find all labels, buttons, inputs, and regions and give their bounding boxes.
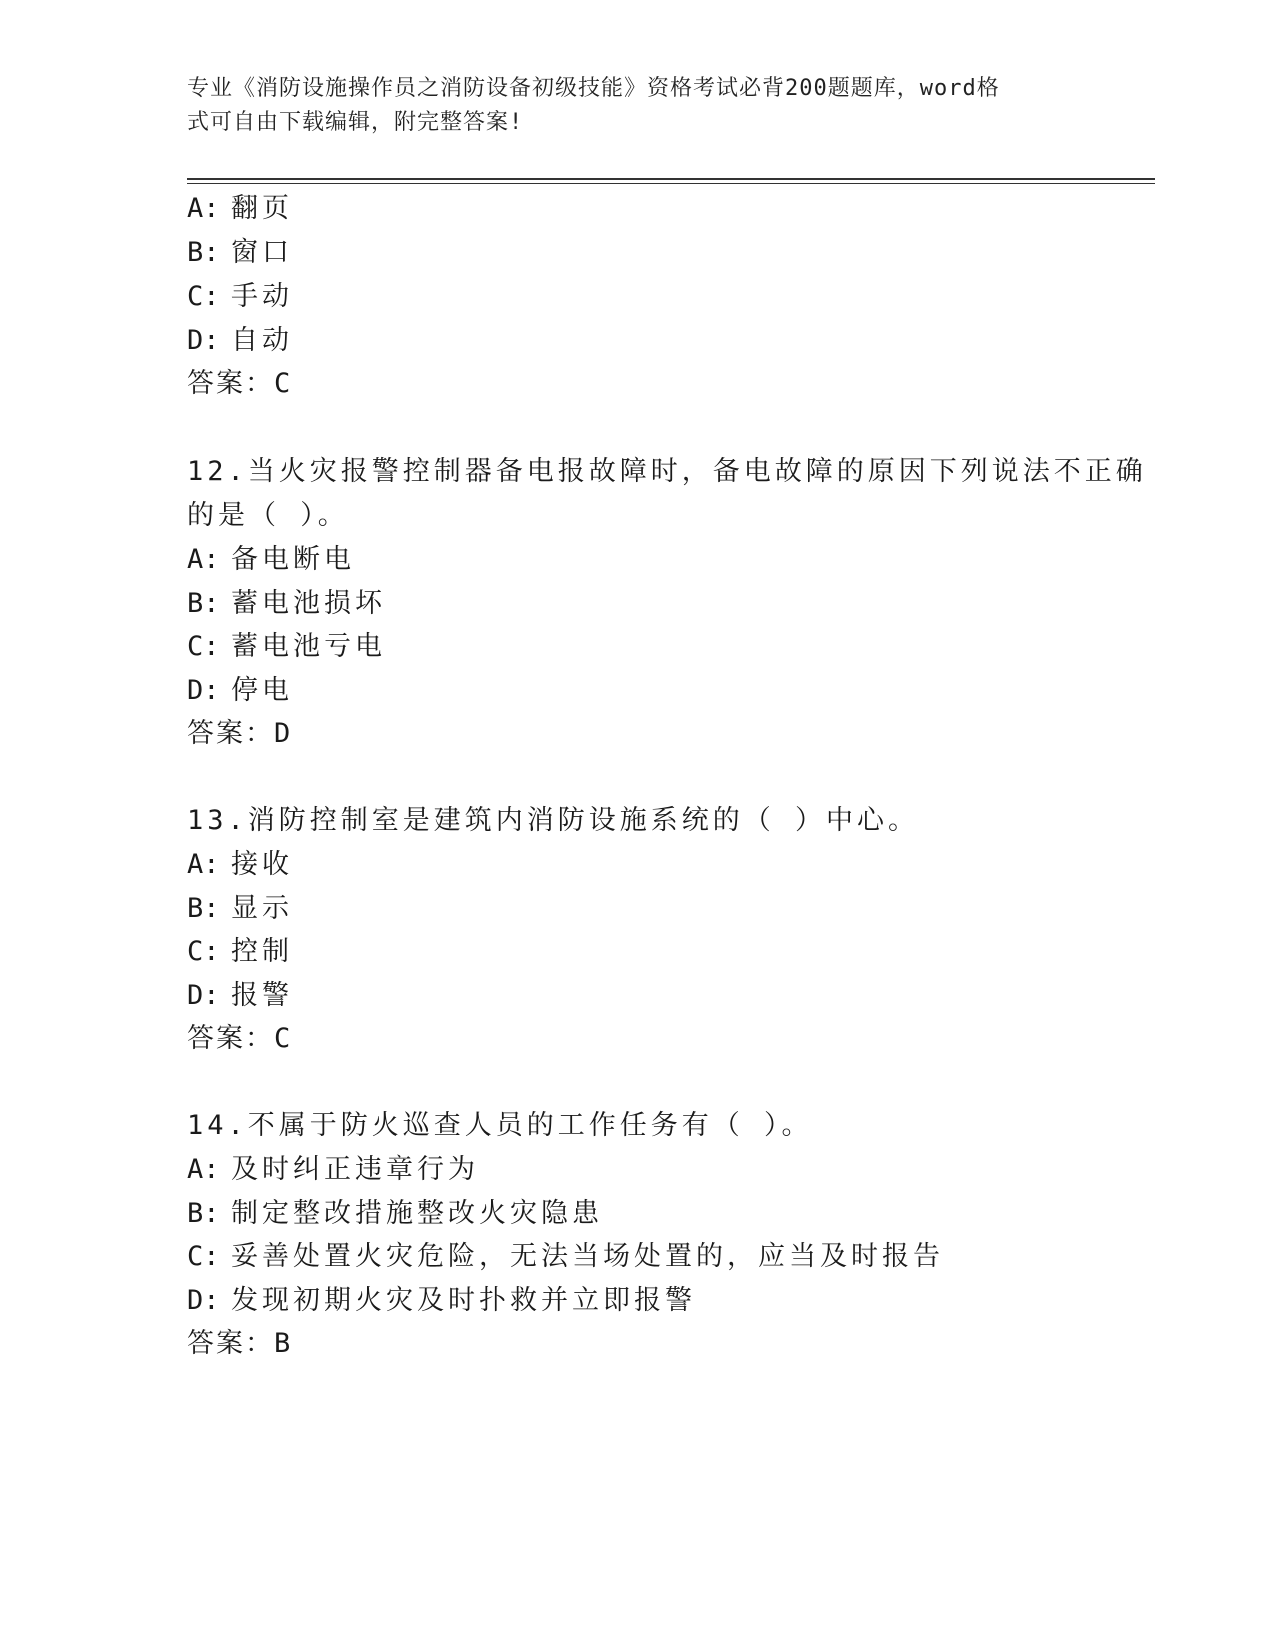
q12-option-d: [187, 671, 293, 711]
option-key: D:: [187, 1285, 220, 1316]
option-text: 蓄电池损坏: [231, 588, 386, 619]
option-text: 自动: [231, 325, 293, 356]
option-text: 报警: [231, 980, 293, 1011]
option-key: D:: [187, 980, 220, 1011]
option-text: 接收: [231, 849, 293, 880]
q12-stem-line-2: 的是（ ）。: [187, 500, 349, 531]
option-key: A:: [187, 849, 220, 880]
header-divider-thin: [187, 183, 1155, 184]
q11-option-b: [187, 233, 293, 273]
option-key: A:: [187, 544, 220, 575]
option-key: C:: [187, 631, 220, 662]
q11-option-a: [187, 189, 293, 229]
option-text: 停电: [231, 675, 293, 706]
option-key: C:: [187, 1241, 220, 1272]
option-key: D:: [187, 325, 220, 356]
option-text: 制定整改措施整改火灾隐患: [231, 1198, 603, 1229]
option-text: 翻页: [231, 193, 293, 224]
option-key: D:: [187, 675, 220, 706]
q11-option-c: [187, 277, 293, 317]
header-divider-thick: [187, 178, 1155, 180]
q14-stem-line-1: 14.不属于防火巡查人员的工作任务有（ ）。: [187, 1110, 813, 1141]
option-key: A:: [187, 1154, 220, 1185]
option-text: 显示: [231, 893, 293, 924]
q14-option-c: [187, 1237, 944, 1277]
option-text: 控制: [231, 936, 293, 967]
q12-option-b: [187, 584, 386, 624]
q13-answer: 答案：C: [187, 1023, 293, 1054]
option-text: 手动: [231, 281, 293, 312]
q14-answer: 答案：B: [187, 1328, 293, 1359]
q14-option-d: [187, 1281, 696, 1321]
option-key: C:: [187, 281, 220, 312]
option-text: 蓄电池亏电: [231, 631, 386, 662]
option-text: 备电断电: [231, 544, 355, 575]
q12-answer: 答案：D: [187, 718, 293, 749]
q13-option-d: [187, 976, 293, 1016]
option-key: B:: [187, 1198, 220, 1229]
q13-option-c: [187, 932, 293, 972]
option-key: C:: [187, 936, 220, 967]
q12-option-a: [187, 540, 355, 580]
option-text: 窗口: [231, 237, 293, 268]
q12-option-c: [187, 627, 386, 667]
option-key: B:: [187, 893, 220, 924]
header-line-2: 式可自由下载编辑，附完整答案!: [187, 110, 524, 135]
q14-option-b: [187, 1194, 603, 1234]
option-key: B:: [187, 588, 220, 619]
q13-option-b: [187, 889, 293, 929]
q11-option-d: [187, 321, 293, 361]
q11-answer: 答案：C: [187, 368, 293, 399]
q12-stem-line-1: 12.当火灾报警控制器备电报故障时，备电故障的原因下列说法不正确: [187, 456, 1147, 487]
option-key: A:: [187, 193, 220, 224]
q13-option-a: [187, 845, 293, 885]
option-text: 发现初期火灾及时扑救并立即报警: [231, 1285, 696, 1316]
document-header: [187, 72, 1067, 140]
option-text: 妥善处置火灾危险，无法当场处置的，应当及时报告: [231, 1241, 944, 1272]
option-key: B:: [187, 237, 220, 268]
q14-option-a: [187, 1150, 479, 1190]
header-line-1: 专业《消防设施操作员之消防设备初级技能》资格考试必背200题题库，word格: [187, 76, 1000, 101]
q13-stem-line-1: 13.消防控制室是建筑内消防设施系统的（ ）中心。: [187, 805, 920, 836]
option-text: 及时纠正违章行为: [231, 1154, 479, 1185]
